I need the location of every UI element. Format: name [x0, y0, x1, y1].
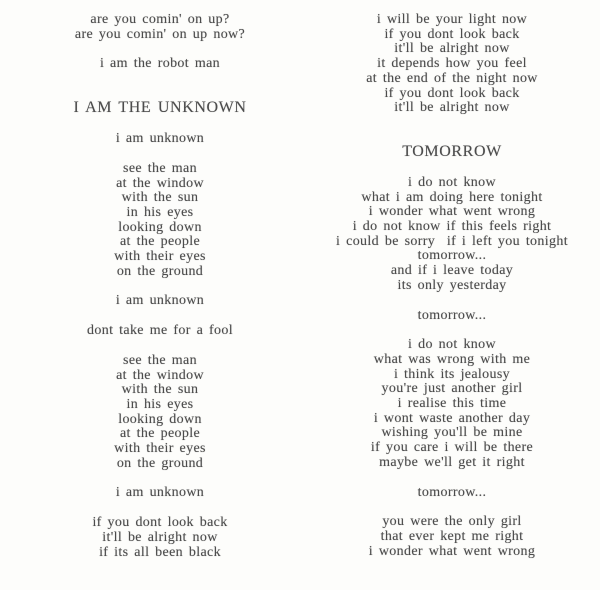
lyric-line: it'll be alright now: [394, 41, 510, 57]
stanza: [302, 176, 600, 294]
song-title-i-am-the-unknown: [10, 99, 310, 117]
lyric-line: i do not know: [408, 337, 496, 353]
lyric-line: i do not know if this feels right: [352, 219, 552, 235]
lyric-line: and if i leave today: [390, 263, 514, 279]
lyric-line: on the ground: [116, 263, 204, 279]
lyric-line: what i am doing here tonight: [361, 189, 543, 205]
lyric-line: maybe we'll get it right: [379, 454, 525, 470]
lyric-line: i could be sorry if i left you tonight: [336, 233, 568, 249]
stanza: [302, 13, 600, 116]
stanza: [302, 338, 600, 470]
lyric-line: it'll be alright now: [394, 100, 510, 116]
stanza: [302, 309, 600, 324]
stanza: [10, 162, 310, 280]
lyric-line: if you dont look back: [384, 85, 520, 101]
stanza: [10, 486, 310, 501]
lyric-line: with their eyes: [114, 249, 206, 265]
song-title-tomorrow: [302, 143, 600, 161]
lyric-line: i am unknown: [115, 293, 205, 309]
lyric-line: you're just another girl: [381, 381, 523, 397]
lyric-line: wishing you'll be mine: [381, 425, 523, 441]
lyric-line: i think its jealousy: [393, 366, 511, 382]
lyric-line: i wonder what went wrong: [368, 204, 536, 220]
lyric-line: i realise this time: [397, 396, 507, 412]
stanza: [10, 324, 310, 339]
lyric-line: at the people: [119, 234, 201, 250]
lyric-line: are you comin' on up now?: [74, 26, 246, 42]
lyric-line: at the end of the night now: [366, 70, 538, 86]
lyric-line: tomorrow...: [417, 248, 487, 264]
lyric-line: see the man: [123, 352, 197, 368]
lyric-line: if its all been black: [99, 544, 221, 560]
lyric-line: i will be your light now: [376, 12, 528, 27]
right-column: [302, 0, 600, 590]
lyric-line: its only yesterday: [397, 277, 507, 293]
song-title-text: I AM THE UNKNOWN: [73, 99, 247, 117]
lyric-line: looking down: [118, 219, 202, 235]
song-title-text: TOMORROW: [402, 142, 502, 160]
lyric-line: i am the robot man: [99, 56, 221, 72]
lyric-line: i am unknown: [115, 485, 205, 501]
lyric-line: what was wrong with me: [373, 351, 531, 367]
lyric-line: it'll be alright now: [102, 529, 218, 545]
lyric-line: with their eyes: [114, 441, 206, 457]
lyric-line: if you care i will be there: [370, 440, 534, 456]
lyric-line: it depends how you feel: [377, 56, 527, 72]
lyric-line: i wont waste another day: [373, 410, 531, 426]
lyric-line: are you comin' on up?: [90, 12, 230, 27]
lyric-line: on the ground: [116, 455, 204, 471]
lyric-line: i am unknown: [115, 131, 205, 147]
stanza: [10, 354, 310, 472]
stanza: [10, 516, 310, 560]
lyric-line: i do not know: [408, 174, 496, 190]
lyric-line: in his eyes: [126, 204, 194, 220]
lyric-line: with the sun: [121, 190, 199, 206]
lyric-line: at the people: [119, 426, 201, 442]
lyric-line: see the man: [123, 160, 197, 176]
stanza: [302, 486, 600, 501]
lyric-line: in his eyes: [126, 396, 194, 412]
stanza: [10, 294, 310, 309]
lyric-line: dont take me for a fool: [87, 323, 233, 339]
lyric-line: you were the only girl: [382, 514, 522, 530]
stanza: [10, 13, 310, 42]
lyric-line: at the window: [116, 367, 204, 383]
stanza: [302, 515, 600, 559]
lyric-line: looking down: [118, 411, 202, 427]
lyric-line: with the sun: [121, 382, 199, 398]
lyric-line: tomorrow...: [417, 484, 487, 500]
left-column: [10, 0, 310, 590]
lyric-line: at the window: [116, 175, 204, 191]
stanza: [10, 132, 310, 147]
stanza: [10, 57, 310, 72]
lyric-line: that ever kept me right: [380, 528, 524, 544]
lyric-line: tomorrow...: [417, 307, 487, 323]
lyric-line: if you dont look back: [92, 515, 228, 531]
lyric-line: i wonder what went wrong: [368, 543, 536, 559]
lyric-line: if you dont look back: [384, 26, 520, 42]
